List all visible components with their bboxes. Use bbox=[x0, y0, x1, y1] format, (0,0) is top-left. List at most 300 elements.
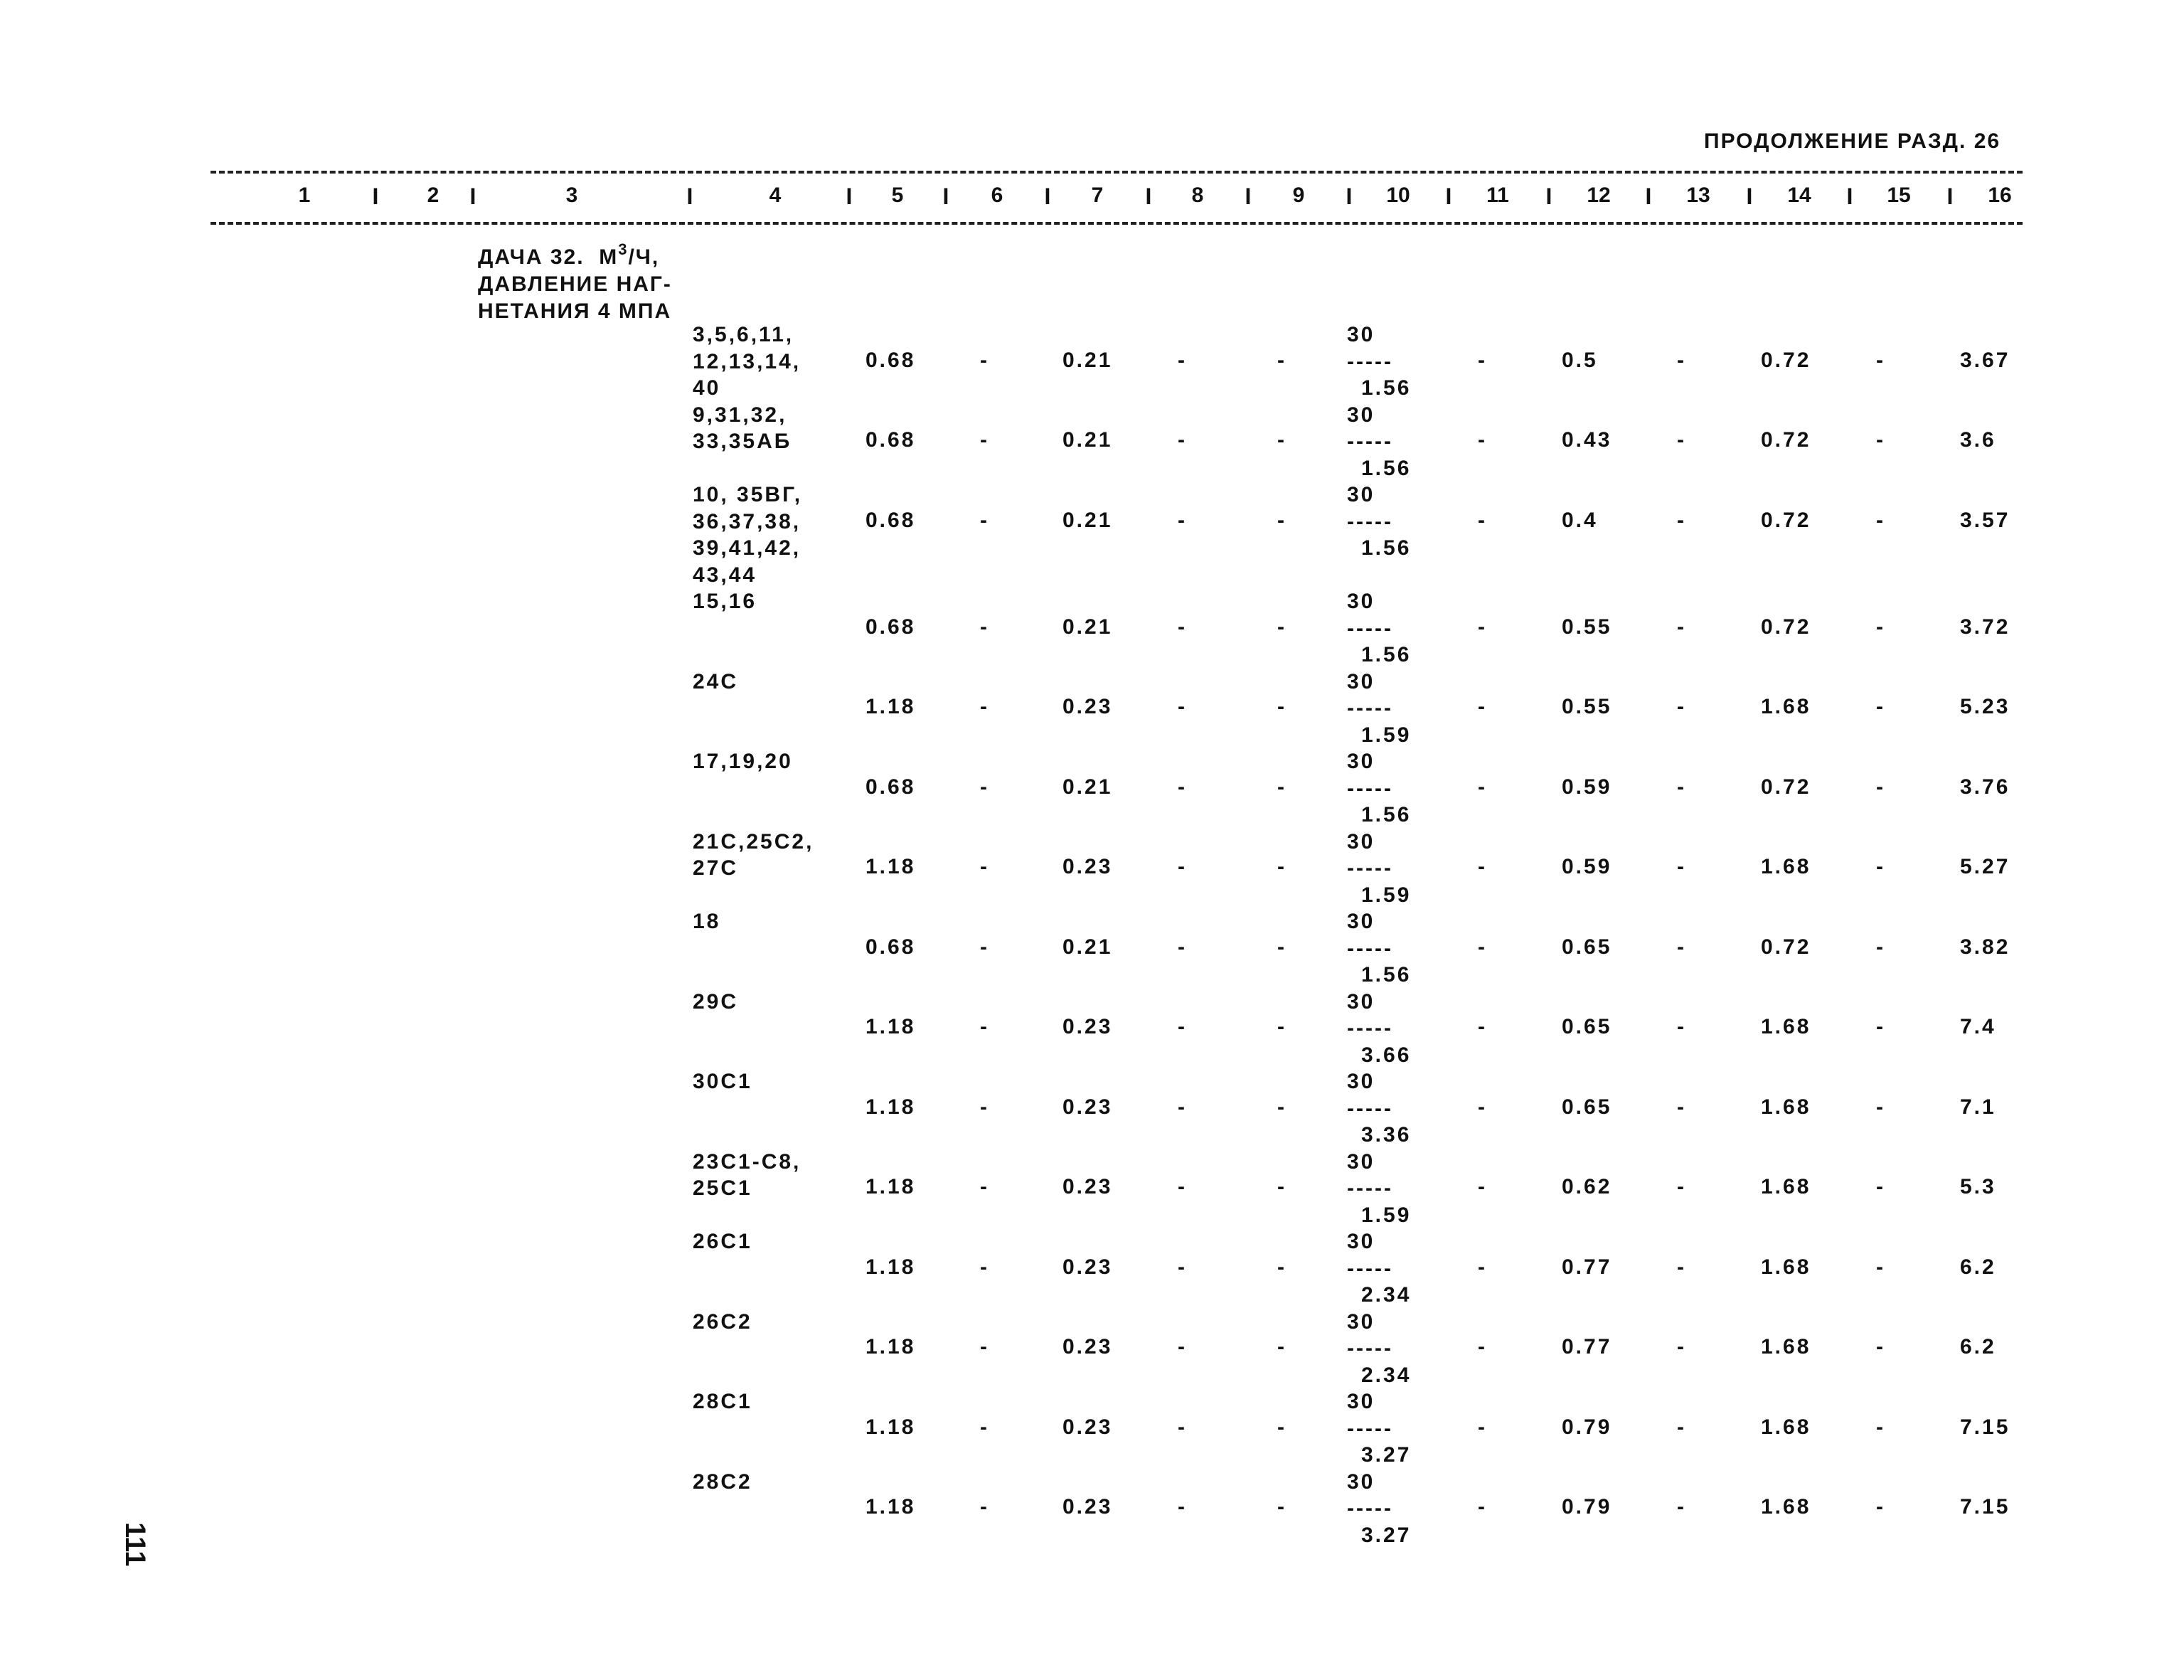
fraction-bar: ----- bbox=[1347, 1416, 1393, 1440]
cell-c8: - bbox=[1178, 1095, 1187, 1119]
cell-c11: - bbox=[1478, 935, 1487, 959]
cell-c10-fraction bbox=[1347, 829, 1411, 909]
cell-c15: - bbox=[1876, 1495, 1885, 1519]
cell-c16: 6.2 bbox=[1960, 1335, 1996, 1359]
row-label-line: 15,16 bbox=[693, 590, 757, 613]
cell-c10-fraction bbox=[1347, 588, 1411, 669]
cell-c5: 1.18 bbox=[865, 1255, 916, 1279]
row-label-line: 28С2 bbox=[693, 1469, 752, 1494]
cell-c15: - bbox=[1876, 1175, 1885, 1198]
page-number: 111 bbox=[119, 1522, 151, 1567]
cell-c10-fraction bbox=[1347, 1068, 1411, 1149]
cell-c11: - bbox=[1478, 428, 1487, 452]
column-separator: I bbox=[1645, 184, 1652, 209]
column-header: 15 bbox=[1887, 184, 1911, 207]
cell-c13: - bbox=[1677, 1095, 1686, 1119]
cell-c14: 0.72 bbox=[1761, 348, 1811, 372]
cell-c13: - bbox=[1677, 508, 1686, 532]
cell-c10-fraction bbox=[1347, 1228, 1411, 1309]
cell-c5: 0.68 bbox=[865, 348, 916, 372]
cell-c6: - bbox=[980, 1255, 989, 1279]
continuation-heading: ПРОДОЛЖЕНИЕ РАЗД. 26 bbox=[1704, 129, 2001, 153]
cell-c11: - bbox=[1478, 695, 1487, 718]
cell-c6: - bbox=[980, 1415, 989, 1439]
cell-c8: - bbox=[1178, 428, 1187, 452]
cell-c12: 0.43 bbox=[1562, 428, 1612, 452]
fraction-bar: ----- bbox=[1347, 1016, 1393, 1040]
cell-c16: 5.27 bbox=[1960, 855, 2010, 878]
cell-c7: 0.23 bbox=[1062, 1015, 1113, 1038]
cell-c7: 0.23 bbox=[1062, 1095, 1113, 1119]
fraction-bar: ----- bbox=[1347, 509, 1393, 533]
cell-c14: 0.72 bbox=[1761, 775, 1811, 799]
row-label-line: 43,44 bbox=[693, 563, 757, 587]
cell-c14: 1.68 bbox=[1761, 1255, 1811, 1279]
cell-c10-fraction bbox=[1347, 321, 1411, 402]
fraction-den: 2.34 bbox=[1361, 1363, 1412, 1387]
cell-c12: 0.55 bbox=[1562, 695, 1612, 718]
row-label bbox=[693, 1388, 752, 1415]
fraction-den: 1.59 bbox=[1361, 723, 1412, 747]
column-separator: I bbox=[846, 184, 853, 209]
fraction-den: 3.27 bbox=[1361, 1443, 1412, 1467]
cell-c6: - bbox=[980, 695, 989, 718]
fraction-num: 30 bbox=[1347, 1390, 1375, 1413]
cell-c7: 0.21 bbox=[1062, 428, 1113, 452]
cell-c6: - bbox=[980, 615, 989, 639]
cell-c14: 0.72 bbox=[1761, 428, 1811, 452]
column-separator: I bbox=[1245, 184, 1252, 209]
fraction-num: 30 bbox=[1347, 1070, 1375, 1093]
cell-c9: - bbox=[1277, 855, 1287, 878]
row-label bbox=[693, 1309, 752, 1336]
cell-c9: - bbox=[1277, 1335, 1287, 1359]
column-header: 6 bbox=[991, 184, 1003, 207]
cell-c5: 0.68 bbox=[865, 615, 916, 639]
note-line3: НЕТАНИЯ 4 МПА bbox=[478, 299, 672, 323]
row-label-line: 17,19,20 bbox=[693, 750, 793, 773]
fraction-num: 30 bbox=[1347, 1309, 1375, 1334]
row-label bbox=[693, 829, 814, 882]
column-header: 1 bbox=[298, 184, 311, 207]
cell-c11: - bbox=[1478, 855, 1487, 878]
cell-c8: - bbox=[1178, 348, 1187, 372]
note-line2: ДАВЛЕНИЕ НАГ- bbox=[478, 272, 672, 296]
header-bottom-rule bbox=[211, 222, 2023, 225]
cell-c8: - bbox=[1178, 1495, 1187, 1519]
cell-c13: - bbox=[1677, 1495, 1686, 1519]
fraction-den: 1.56 bbox=[1361, 456, 1412, 480]
cell-c13: - bbox=[1677, 1335, 1686, 1359]
cell-c16: 5.23 bbox=[1960, 695, 2010, 718]
column-header: 2 bbox=[427, 184, 440, 207]
cell-c16: 3.82 bbox=[1960, 935, 2010, 959]
section-note bbox=[478, 238, 672, 325]
cell-c16: 6.2 bbox=[1960, 1255, 1996, 1279]
column-separator: I bbox=[1846, 184, 1853, 209]
row-label bbox=[693, 588, 757, 615]
cell-c10-fraction bbox=[1347, 1469, 1411, 1549]
cell-c8: - bbox=[1178, 1255, 1187, 1279]
cell-c9: - bbox=[1277, 1095, 1287, 1119]
cell-c8: - bbox=[1178, 1015, 1187, 1038]
column-separator: I bbox=[372, 184, 379, 209]
cell-c10-fraction bbox=[1347, 482, 1411, 562]
cell-c13: - bbox=[1677, 1255, 1686, 1279]
cell-c10-fraction bbox=[1347, 748, 1411, 829]
fraction-bar: ----- bbox=[1347, 1096, 1393, 1120]
cell-c12: 0.4 bbox=[1562, 508, 1598, 532]
cell-c9: - bbox=[1277, 615, 1287, 639]
column-separator: I bbox=[1445, 184, 1452, 209]
column-separator: I bbox=[1346, 184, 1353, 209]
cell-c7: 0.23 bbox=[1062, 1335, 1113, 1359]
cell-c14: 0.72 bbox=[1761, 615, 1811, 639]
cell-c9: - bbox=[1277, 695, 1287, 718]
cell-c11: - bbox=[1478, 1015, 1487, 1038]
row-label bbox=[693, 1228, 752, 1255]
cell-c12: 0.65 bbox=[1562, 935, 1612, 959]
row-label bbox=[693, 1068, 752, 1095]
cell-c5: 1.18 bbox=[865, 855, 916, 878]
column-header: 3 bbox=[565, 184, 578, 207]
fraction-den: 1.56 bbox=[1361, 803, 1412, 826]
cell-c13: - bbox=[1677, 935, 1686, 959]
cell-c6: - bbox=[980, 935, 989, 959]
cell-c7: 0.23 bbox=[1062, 1175, 1113, 1198]
cell-c6: - bbox=[980, 1495, 989, 1519]
cell-c8: - bbox=[1178, 935, 1187, 959]
cell-c11: - bbox=[1478, 1495, 1487, 1519]
cell-c11: - bbox=[1478, 508, 1487, 532]
fraction-bar: ----- bbox=[1347, 616, 1393, 640]
fraction-den: 3.27 bbox=[1361, 1523, 1412, 1547]
cell-c15: - bbox=[1876, 1095, 1885, 1119]
cell-c7: 0.21 bbox=[1062, 508, 1113, 532]
cell-c14: 1.68 bbox=[1761, 1015, 1811, 1038]
cell-c10-fraction bbox=[1347, 1149, 1411, 1229]
row-label-line: 23С1-С8, bbox=[693, 1149, 801, 1174]
cell-c8: - bbox=[1178, 855, 1187, 878]
cell-c5: 1.18 bbox=[865, 1015, 916, 1038]
cell-c13: - bbox=[1677, 1415, 1686, 1439]
cell-c10-fraction bbox=[1347, 402, 1411, 482]
fraction-num: 30 bbox=[1347, 669, 1375, 693]
cell-c6: - bbox=[980, 1175, 989, 1198]
cell-c12: 0.65 bbox=[1562, 1095, 1612, 1119]
fraction-num: 30 bbox=[1347, 403, 1375, 427]
column-separator: I bbox=[469, 184, 476, 209]
cell-c5: 1.18 bbox=[865, 1495, 916, 1519]
cell-c7: 0.23 bbox=[1062, 1255, 1113, 1279]
row-label-line: 30С1 bbox=[693, 1070, 752, 1093]
row-label bbox=[693, 321, 801, 402]
cell-c12: 0.62 bbox=[1562, 1175, 1612, 1198]
cell-c8: - bbox=[1178, 615, 1187, 639]
cell-c9: - bbox=[1277, 935, 1287, 959]
cell-c15: - bbox=[1876, 1415, 1885, 1439]
column-header: 11 bbox=[1486, 184, 1509, 207]
cell-c6: - bbox=[980, 348, 989, 372]
cell-c16: 3.6 bbox=[1960, 428, 1996, 452]
cell-c14: 1.68 bbox=[1761, 1415, 1811, 1439]
cell-c12: 0.77 bbox=[1562, 1335, 1612, 1359]
cell-c10-fraction bbox=[1347, 669, 1411, 749]
cell-c15: - bbox=[1876, 855, 1885, 878]
cell-c7: 0.21 bbox=[1062, 348, 1113, 372]
row-label bbox=[693, 669, 738, 696]
column-header: 9 bbox=[1292, 184, 1305, 207]
row-label-line: 18 bbox=[693, 910, 721, 933]
fraction-bar: ----- bbox=[1347, 1256, 1393, 1280]
cell-c11: - bbox=[1478, 1415, 1487, 1439]
cell-c12: 0.5 bbox=[1562, 348, 1598, 372]
row-label-line: 40 bbox=[693, 376, 721, 400]
cell-c16: 7.4 bbox=[1960, 1015, 1996, 1038]
cell-c6: - bbox=[980, 775, 989, 799]
cell-c16: 3.67 bbox=[1960, 348, 2010, 372]
fraction-den: 3.66 bbox=[1361, 1043, 1412, 1067]
cell-c11: - bbox=[1478, 348, 1487, 372]
row-label bbox=[693, 482, 802, 588]
cell-c16: 7.15 bbox=[1960, 1415, 2010, 1439]
row-label-line: 27С bbox=[693, 856, 739, 880]
row-label-line: 36,37,38, bbox=[693, 509, 801, 533]
fraction-num: 30 bbox=[1347, 750, 1375, 773]
cell-c5: 1.18 bbox=[865, 695, 916, 718]
row-label-line: 28С1 bbox=[693, 1390, 752, 1413]
cell-c5: 1.18 bbox=[865, 1415, 916, 1439]
cell-c5: 1.18 bbox=[865, 1175, 916, 1198]
cell-c7: 0.23 bbox=[1062, 695, 1113, 718]
cell-c7: 0.23 bbox=[1062, 1415, 1113, 1439]
row-label-line: 26С2 bbox=[693, 1309, 752, 1334]
row-label-line: 25С1 bbox=[693, 1176, 752, 1200]
fraction-num: 30 bbox=[1347, 989, 1375, 1014]
column-header: 5 bbox=[891, 184, 904, 207]
cell-c15: - bbox=[1876, 775, 1885, 799]
column-separator: I bbox=[1946, 184, 1954, 209]
column-header: 7 bbox=[1091, 184, 1104, 207]
cell-c5: 0.68 bbox=[865, 935, 916, 959]
cell-c12: 0.65 bbox=[1562, 1015, 1612, 1038]
row-label bbox=[693, 989, 738, 1016]
cell-c9: - bbox=[1277, 428, 1287, 452]
note-unit-sup: 3 bbox=[618, 240, 629, 258]
row-label bbox=[693, 1149, 801, 1202]
cell-c16: 7.15 bbox=[1960, 1495, 2010, 1519]
cell-c13: - bbox=[1677, 1015, 1686, 1038]
cell-c5: 1.18 bbox=[865, 1335, 916, 1359]
fraction-den: 1.56 bbox=[1361, 376, 1412, 400]
cell-c13: - bbox=[1677, 348, 1686, 372]
cell-c14: 0.72 bbox=[1761, 935, 1811, 959]
cell-c13: - bbox=[1677, 615, 1686, 639]
row-label-line: 9,31,32, bbox=[693, 403, 787, 427]
cell-c8: - bbox=[1178, 775, 1187, 799]
cell-c13: - bbox=[1677, 695, 1686, 718]
cell-c14: 1.68 bbox=[1761, 695, 1811, 718]
cell-c16: 3.57 bbox=[1960, 508, 2010, 532]
cell-c15: - bbox=[1876, 935, 1885, 959]
cell-c14: 0.72 bbox=[1761, 508, 1811, 532]
cell-c16: 7.1 bbox=[1960, 1095, 1996, 1119]
fraction-num: 30 bbox=[1347, 1469, 1375, 1494]
column-separator: I bbox=[1545, 184, 1552, 209]
cell-c9: - bbox=[1277, 1175, 1287, 1198]
cell-c13: - bbox=[1677, 855, 1686, 878]
fraction-bar: ----- bbox=[1347, 1336, 1393, 1360]
cell-c9: - bbox=[1277, 1495, 1287, 1519]
cell-c13: - bbox=[1677, 428, 1686, 452]
fraction-bar: ----- bbox=[1347, 696, 1393, 720]
column-separator: I bbox=[686, 184, 693, 209]
cell-c11: - bbox=[1478, 1255, 1487, 1279]
cell-c10-fraction bbox=[1347, 1309, 1411, 1389]
cell-c15: - bbox=[1876, 508, 1885, 532]
cell-c10-fraction bbox=[1347, 908, 1411, 989]
column-separator: I bbox=[1746, 184, 1753, 209]
cell-c6: - bbox=[980, 855, 989, 878]
cell-c12: 0.79 bbox=[1562, 1495, 1612, 1519]
cell-c12: 0.59 bbox=[1562, 775, 1612, 799]
fraction-den: 1.56 bbox=[1361, 963, 1412, 987]
row-label-line: 39,41,42, bbox=[693, 536, 801, 560]
column-header: 4 bbox=[769, 184, 782, 207]
cell-c7: 0.23 bbox=[1062, 1495, 1113, 1519]
cell-c8: - bbox=[1178, 1415, 1187, 1439]
cell-c10-fraction bbox=[1347, 989, 1411, 1069]
cell-c11: - bbox=[1478, 1335, 1487, 1359]
cell-c6: - bbox=[980, 1335, 989, 1359]
fraction-num: 30 bbox=[1347, 910, 1375, 933]
cell-c6: - bbox=[980, 1095, 989, 1119]
fraction-bar: ----- bbox=[1347, 936, 1393, 960]
cell-c14: 1.68 bbox=[1761, 1175, 1811, 1198]
row-label bbox=[693, 748, 793, 775]
fraction-num: 30 bbox=[1347, 1149, 1375, 1174]
cell-c6: - bbox=[980, 1015, 989, 1038]
fraction-num: 30 bbox=[1347, 829, 1375, 854]
column-separator: I bbox=[942, 184, 949, 209]
row-label-line: 26С1 bbox=[693, 1230, 752, 1253]
cell-c8: - bbox=[1178, 1175, 1187, 1198]
cell-c14: 1.68 bbox=[1761, 1335, 1811, 1359]
row-label-line: 3,5,6,11, bbox=[693, 323, 794, 346]
cell-c9: - bbox=[1277, 348, 1287, 372]
note-unit: М bbox=[599, 245, 619, 269]
cell-c9: - bbox=[1277, 1255, 1287, 1279]
column-header: 14 bbox=[1787, 184, 1811, 207]
column-header: 8 bbox=[1191, 184, 1204, 207]
row-label-line: 21С,25С2, bbox=[693, 829, 814, 854]
fraction-den: 2.34 bbox=[1361, 1283, 1412, 1307]
header-top-rule bbox=[211, 171, 2023, 174]
fraction-num: 30 bbox=[1347, 323, 1375, 346]
cell-c14: 1.68 bbox=[1761, 855, 1811, 878]
cell-c15: - bbox=[1876, 348, 1885, 372]
cell-c12: 0.59 bbox=[1562, 855, 1612, 878]
cell-c12: 0.77 bbox=[1562, 1255, 1612, 1279]
cell-c16: 5.3 bbox=[1960, 1175, 1996, 1198]
column-header: 12 bbox=[1587, 184, 1611, 207]
cell-c14: 1.68 bbox=[1761, 1095, 1811, 1119]
row-label-line: 24С bbox=[693, 669, 739, 693]
fraction-bar: ----- bbox=[1347, 349, 1393, 373]
cell-c15: - bbox=[1876, 1255, 1885, 1279]
cell-c11: - bbox=[1478, 1175, 1487, 1198]
fraction-num: 30 bbox=[1347, 1230, 1375, 1253]
cell-c8: - bbox=[1178, 1335, 1187, 1359]
cell-c10-fraction bbox=[1347, 1388, 1411, 1469]
row-label bbox=[693, 402, 792, 455]
row-label-line: 10, 35ВГ, bbox=[693, 483, 803, 506]
cell-c11: - bbox=[1478, 775, 1487, 799]
cell-c15: - bbox=[1876, 428, 1885, 452]
cell-c7: 0.21 bbox=[1062, 775, 1113, 799]
cell-c5: 1.18 bbox=[865, 1095, 916, 1119]
fraction-bar: ----- bbox=[1347, 856, 1393, 880]
row-label-line: 33,35АБ bbox=[693, 430, 792, 453]
cell-c15: - bbox=[1876, 1015, 1885, 1038]
cell-c7: 0.23 bbox=[1062, 855, 1113, 878]
cell-c6: - bbox=[980, 428, 989, 452]
cell-c15: - bbox=[1876, 1335, 1885, 1359]
cell-c9: - bbox=[1277, 1015, 1287, 1038]
cell-c7: 0.21 bbox=[1062, 615, 1113, 639]
cell-c9: - bbox=[1277, 1415, 1287, 1439]
cell-c9: - bbox=[1277, 508, 1287, 532]
fraction-den: 1.59 bbox=[1361, 883, 1412, 907]
column-separator: I bbox=[1044, 184, 1051, 209]
cell-c12: 0.55 bbox=[1562, 615, 1612, 639]
fraction-num: 30 bbox=[1347, 483, 1375, 506]
cell-c13: - bbox=[1677, 1175, 1686, 1198]
cell-c16: 3.76 bbox=[1960, 775, 2010, 799]
note-line1-post: /Ч, bbox=[628, 245, 660, 269]
cell-c16: 3.72 bbox=[1960, 615, 2010, 639]
fraction-bar: ----- bbox=[1347, 1496, 1393, 1520]
cell-c12: 0.79 bbox=[1562, 1415, 1612, 1439]
cell-c9: - bbox=[1277, 775, 1287, 799]
cell-c15: - bbox=[1876, 615, 1885, 639]
fraction-bar: ----- bbox=[1347, 776, 1393, 800]
cell-c14: 1.68 bbox=[1761, 1495, 1811, 1519]
cell-c8: - bbox=[1178, 508, 1187, 532]
fraction-den: 1.59 bbox=[1361, 1203, 1412, 1227]
column-header: 16 bbox=[1988, 184, 2012, 207]
row-label bbox=[693, 908, 720, 935]
cell-c15: - bbox=[1876, 695, 1885, 718]
row-label-line: 29С bbox=[693, 989, 739, 1014]
fraction-num: 30 bbox=[1347, 590, 1375, 613]
cell-c5: 0.68 bbox=[865, 775, 916, 799]
fraction-bar: ----- bbox=[1347, 430, 1393, 453]
cell-c5: 0.68 bbox=[865, 428, 916, 452]
cell-c11: - bbox=[1478, 1095, 1487, 1119]
fraction-den: 1.56 bbox=[1361, 643, 1412, 666]
cell-c5: 0.68 bbox=[865, 508, 916, 532]
cell-c6: - bbox=[980, 508, 989, 532]
cell-c7: 0.21 bbox=[1062, 935, 1113, 959]
row-label bbox=[693, 1469, 752, 1496]
fraction-bar: ----- bbox=[1347, 1176, 1393, 1200]
fraction-den: 1.56 bbox=[1361, 536, 1412, 560]
cell-c11: - bbox=[1478, 615, 1487, 639]
column-header: 10 bbox=[1386, 184, 1410, 207]
column-header: 13 bbox=[1686, 184, 1710, 207]
fraction-den: 3.36 bbox=[1361, 1123, 1412, 1147]
